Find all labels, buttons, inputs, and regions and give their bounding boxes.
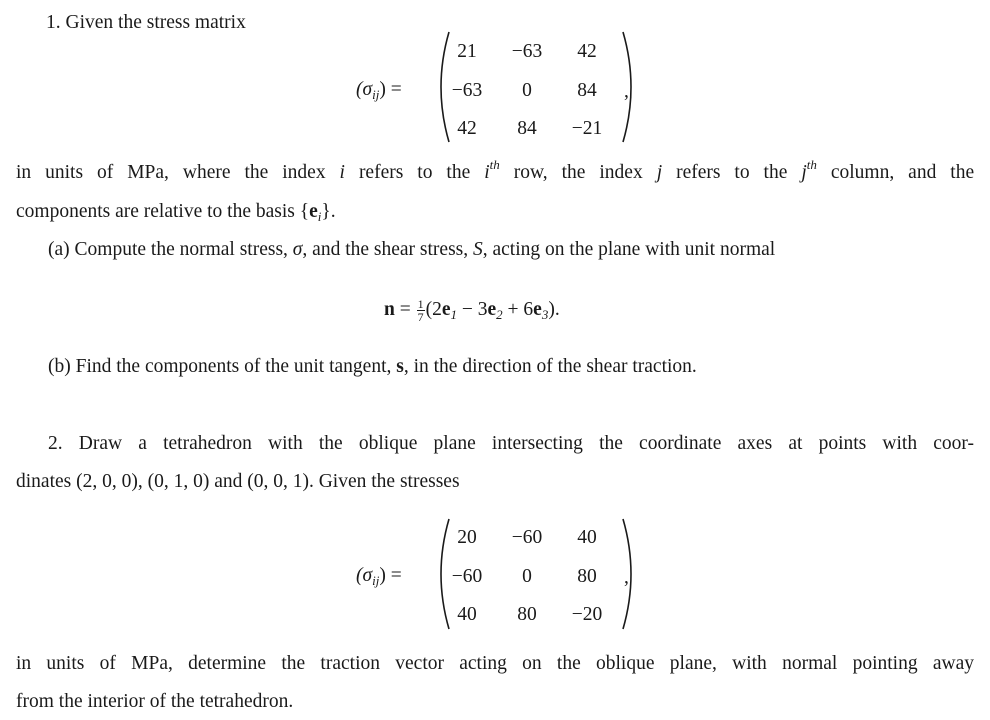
part-a-text: (a) Compute the normal stress, σ, and the shear stress, S, acting on the plane with unit normal: [48, 239, 776, 260]
matrix1-cell: 42: [577, 41, 597, 62]
matrix2-cell: 0: [522, 566, 532, 587]
matrix2-cell: 40: [577, 527, 597, 548]
matrix1-lhs: $(\sigma_{ij})$ =: [356, 79, 402, 102]
matrix2-cell: 40: [457, 604, 477, 625]
fraction-one-seventh: $\frac{1}{7}$: [417, 297, 424, 324]
normal-vector-equation: n = $\frac{1}{7}$ $(2e_1 - 3e_2 + 6e_3)$.: [384, 297, 560, 324]
matrix1-cell: −63: [511, 41, 543, 62]
matrix1-comma: ,: [624, 81, 629, 102]
matrix1-cell: 0: [522, 80, 532, 101]
part-b-text: (b) Find the components of the unit tangent, s, in the direction of the shear traction.: [48, 356, 697, 377]
part-a-label: (a): [48, 239, 70, 260]
problem1-units-line1: in units of MPa, where the index i refers to the $i^{th}$ row, the index j refers to the $j^{th}$ column, and the: [16, 157, 975, 183]
matrix1-cell: 84: [517, 118, 537, 139]
matrix2-cell: −60: [451, 566, 483, 587]
matrix2-cell: 80: [577, 566, 597, 587]
problem2-final-line1: in units of MPa, determine the traction vector acting on the oblique plane, with normal pointing away: [16, 653, 974, 674]
matrix1-cell: 21: [457, 41, 477, 62]
matrix2-cell: 80: [517, 604, 537, 625]
problem1-intro-text: Given the stress matrix: [65, 12, 246, 33]
matrix2-cell: 20: [457, 527, 477, 548]
problem1-units-line2: components are relative to the basis $\{e_i\}$.: [16, 201, 336, 224]
problem1-number: 1.: [46, 12, 61, 33]
problem2-line1: 2. Draw a tetrahedron with the oblique plane intersecting the coordinate axes at points with coor-: [48, 433, 974, 454]
part-b-label: (b): [48, 356, 71, 377]
matrix1-cell: −21: [571, 118, 603, 139]
problem2-number: 2.: [48, 433, 63, 454]
matrix2-comma: ,: [624, 567, 629, 588]
problem2-final-line2: from the interior of the tetrahedron.: [16, 691, 294, 712]
matrix2-cell: −60: [511, 527, 543, 548]
matrix1-cell: 84: [577, 80, 597, 101]
matrix2-lhs: $(\sigma_{ij})$ =: [356, 565, 402, 588]
problem2-line2: dinates (2, 0, 0), (0, 1, 0) and (0, 0, 1). Given the stresses: [16, 471, 460, 492]
matrix1-cell: −63: [451, 80, 483, 101]
problem1-intro: [46, 13, 246, 33]
matrix1-cell: 42: [457, 118, 477, 139]
matrix2-cell: −20: [571, 604, 603, 625]
